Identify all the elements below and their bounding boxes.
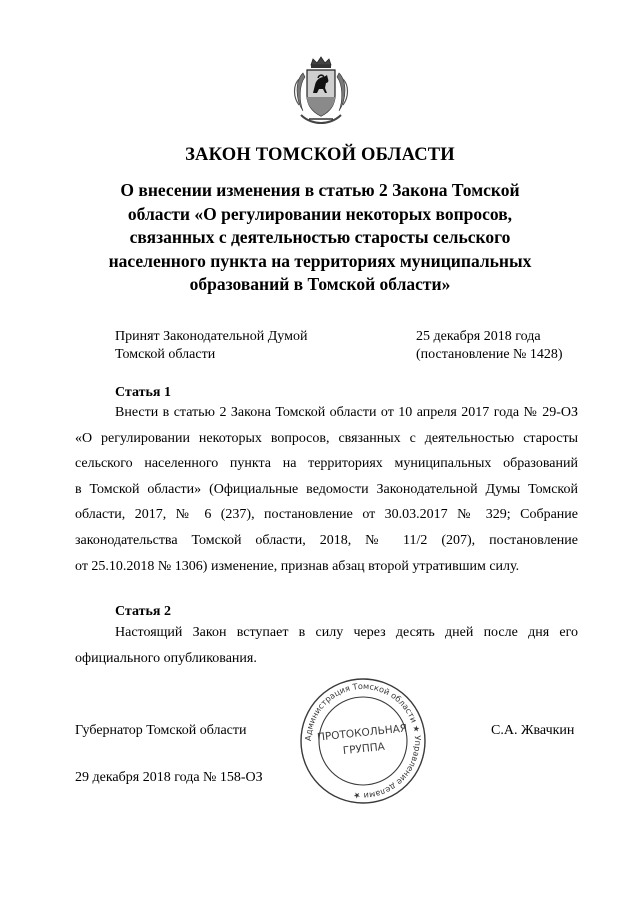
law-subject <box>80 179 560 297</box>
text-line: Внести в статью 2 Закона Томской области от 10 апреля 2017 года № 29-ОЗ <box>115 405 578 420</box>
article-1-heading: Статья 1 <box>115 385 171 400</box>
text-line: сельского населенного пункта на территориях муниципальных образований <box>75 456 578 472</box>
stamp-ring-text: Администрация Томской области ★ Управление делами ★ <box>302 680 424 802</box>
adopted-by <box>115 328 307 364</box>
text-line: от 25.10.2018 № 1306) изменение, признав абзац второй утратившим силу. <box>75 558 520 574</box>
text-line: области, 2017, № 6 (237), постановление от 30.03.2017 № 329; Собрание <box>75 507 578 523</box>
stamp-center-line: ПРОТОКОЛЬНАЯ <box>316 722 408 744</box>
text-line: официального опубликования. <box>75 650 257 666</box>
adopted-by-line: Томской области <box>115 347 216 362</box>
adoption-date <box>416 328 563 364</box>
subject-line: области «О регулировании некоторых вопросов, <box>127 203 513 224</box>
adoption-date-line: 25 декабря 2018 года <box>416 329 541 344</box>
stamp-center-line: ГРУППА <box>342 740 386 758</box>
official-stamp-icon <box>298 676 428 806</box>
adopted-by-line: Принят Законодательной Думой <box>115 329 308 344</box>
signatory-name: С.А. Жвачкин <box>491 723 575 738</box>
law-date-number: 29 декабря 2018 года № 158-ОЗ <box>75 770 263 785</box>
law-title: ЗАКОН ТОМСКОЙ ОБЛАСТИ <box>185 145 455 165</box>
text-line: в Томской области» (Официальные ведомости Законодательной Думы Томской <box>75 481 578 497</box>
resolution-number: (постановление № 1428) <box>416 347 563 362</box>
article-1-text <box>75 400 578 579</box>
article-2-heading: Статья 2 <box>115 604 171 619</box>
text-line: законодательства Томской области, 2018, № 11/2 (207), постановление <box>75 532 578 548</box>
article-2-text <box>75 620 578 671</box>
subject-line: О внесении изменения в статью 2 Закона Томской <box>120 180 520 200</box>
subject-line: образований в Томской области» <box>189 274 451 294</box>
text-line: Настоящий Закон вступает в силу через десять дней после дня его <box>115 625 578 640</box>
text-line: «О регулировании некоторых вопросов, связанных с деятельностью старосты <box>75 430 578 446</box>
subject-line: связанных с деятельностью старосты сельского <box>129 227 511 247</box>
томская-область-coat-of-arms-icon <box>289 55 353 127</box>
signatory-position: Губернатор Томской области <box>75 723 247 738</box>
subject-line: населенного пункта на территориях муниципальных <box>108 250 532 271</box>
